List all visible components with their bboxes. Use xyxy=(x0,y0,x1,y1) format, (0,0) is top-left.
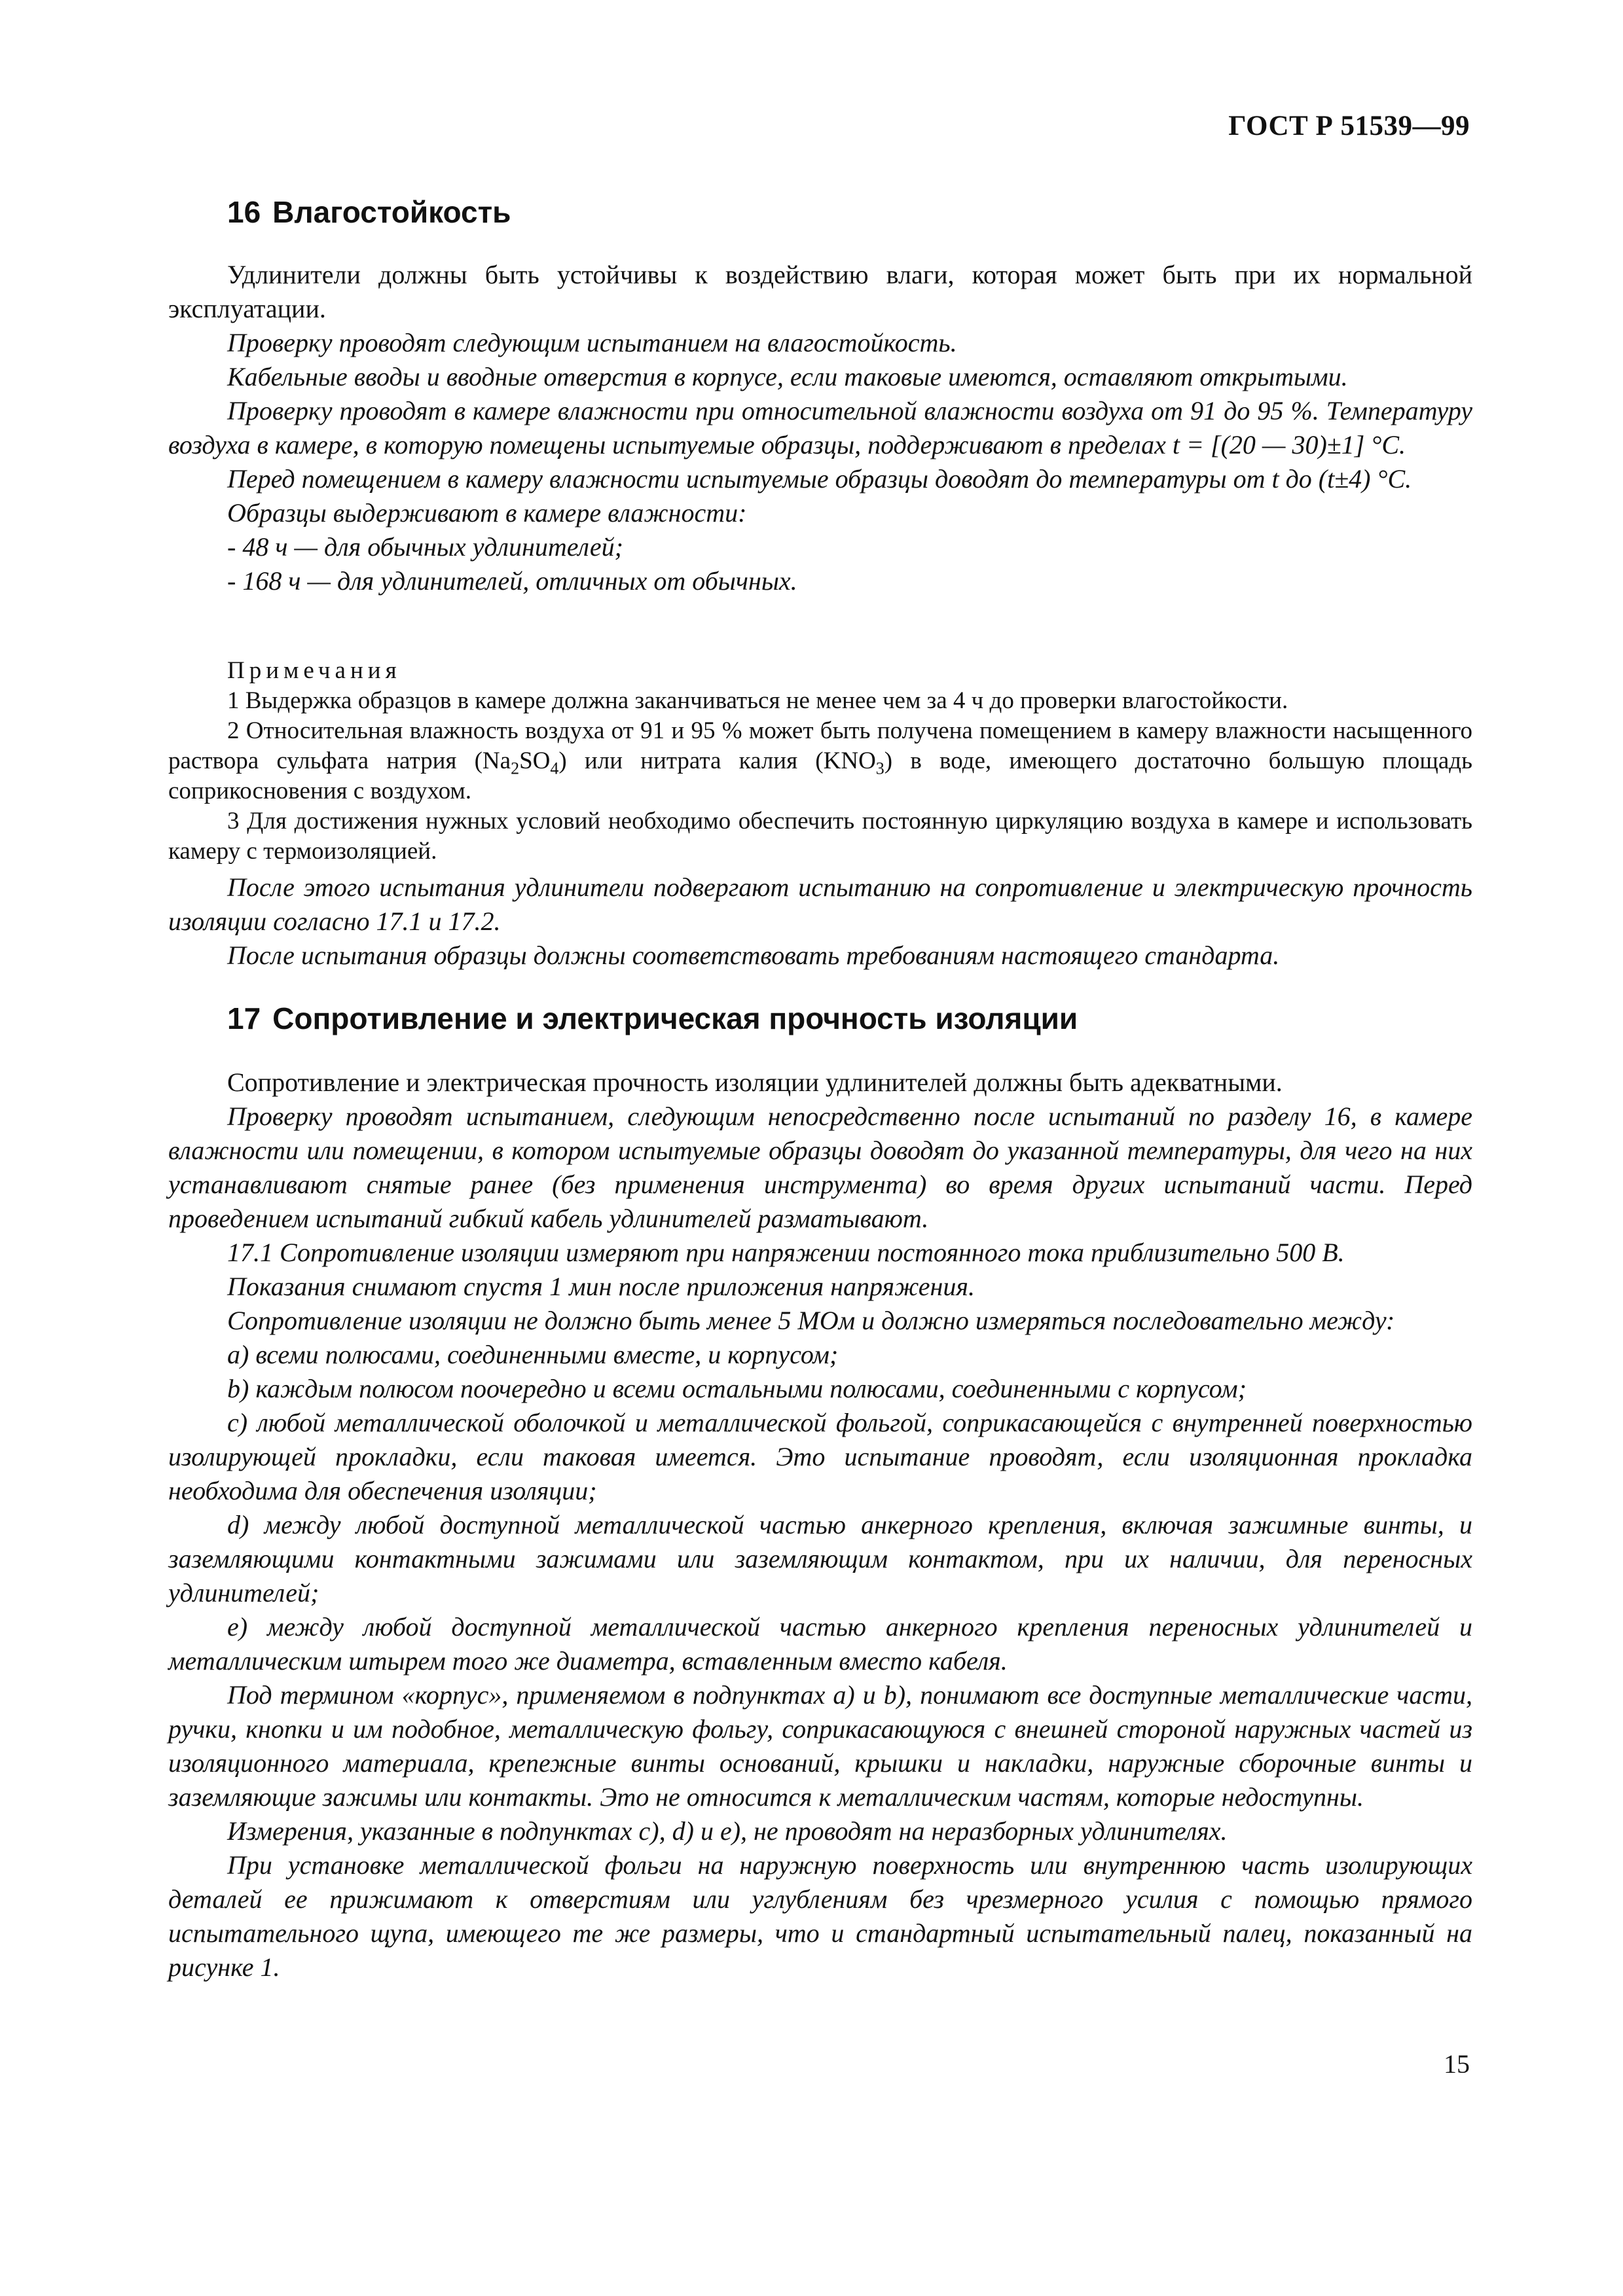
note-2: 2 Относительная влажность воздуха от 91 и 95 % может быть получена помещением в камеру влажности насыщенного раствора сульфата натрия $(Na_2SO_4)$ или нитрата калия $(KNO_3)$ в воде, имеющего достаточно большую площадь соприкосновения с воздухом. xyxy=(168,717,1473,804)
list-item: b) каждым полюсом поочередно и всеми остальными полюсами, соединенными с корпусом; xyxy=(227,1374,1247,1403)
paragraph: Удлинители должны быть устойчивы к воздействию влаги, которая может быть при их нормальной эксплуатации. xyxy=(168,260,1472,323)
list-item: - 48 ч — для обычных удлинителей; xyxy=(227,532,623,562)
note-3: 3 Для достижения нужных условий необходимо обеспечить постоянную циркуляцию воздуха в камере и использовать камеру с термоизоляцией. xyxy=(168,808,1472,865)
page-number: 15 xyxy=(1444,2049,1470,2079)
notes-block xyxy=(168,656,1472,867)
list-item: a) всеми полюсами, соединенными вместе, и корпусом; xyxy=(227,1340,839,1369)
paragraph: Измерения, указанные в подпунктах c), d) и e), не проводят на неразборных удлинителях. xyxy=(227,1816,1228,1846)
list-item: e) между любой доступной металлической частью анкерного крепления переносных удлинителей и металлическим штырем того же диаметра, вставленным вместо кабеля. xyxy=(168,1612,1472,1676)
paragraph: Показания снимают спустя 1 мин после приложения напряжения. xyxy=(227,1272,975,1301)
paragraph: Проверку проводят испытанием, следующим непосредственно после испытаний по разделу 16, в камере влажности или помещении, в котором испытуемые образцы доводят до указанной температуры, для чего на них устанавливают снятые ранее (без применения инструмента) во время других испытаний части. Перед проведением испытаний гибкий кабель удлинителей разматывают. xyxy=(168,1102,1472,1233)
section-17-body xyxy=(168,1066,1472,1984)
paragraph: При установке металлической фольги на наружную поверхность или внутреннюю часть изолирующих деталей ее прижимают к отверстиям или углублениям без чрезмерного усилия с помощью прямого испытательного щупа, имеющего те же размеры, что и стандартный испытательный палец, показанный на рисунке 1. xyxy=(168,1850,1472,1982)
section-16-heading xyxy=(227,194,511,230)
document-id-header: ГОСТ Р 51539—99 xyxy=(1228,111,1470,141)
paragraph: Под термином «корпус», применяемом в подпунктах a) и b), понимают все доступные металлические части, ручки, кнопки и им подобное, металлическую фольгу, соприкасающуюся с внешней стороной наружных частей из изоляционного материала, крепежные винты оснований, крышки и накладки, наружные сборочные винты и заземляющие зажимы или контакты. Это не относится к металлическим частям, которые недоступны. xyxy=(168,1680,1472,1812)
note-1: 1 Выдержка образцов в камере должна заканчиваться не менее чем за 4 ч до проверки влагостойкости. xyxy=(227,687,1288,714)
paragraph: После этого испытания удлинители подвергают испытанию на сопротивление и электрическую прочность изоляции согласно 17.1 и 17.2. xyxy=(168,872,1472,936)
paragraph: Кабельные вводы и вводные отверстия в корпусе, если таковые имеются, оставляют открытыми. xyxy=(227,362,1348,391)
section-17-title: Сопротивление и электрическая прочность изоляции xyxy=(272,1001,1078,1035)
paragraph: 17.1 Сопротивление изоляции измеряют при напряжении постоянного тока приблизительно 500 В. xyxy=(227,1238,1345,1267)
list-item: c) любой металлической оболочкой и металлической фольгой, соприкасающейся с внутренней поверхностью изолирующей прокладки, если таковая имеется. Это испытание проводят, если изоляционная прокладка необходима для обеспечения изоляции; xyxy=(168,1408,1472,1505)
section-17-number: 17 xyxy=(227,1001,261,1035)
section-17-heading xyxy=(227,1000,1078,1037)
paragraph: Проверку проводят следующим испытанием на влагостойкость. xyxy=(227,328,957,357)
paragraph: Сопротивление изоляции не должно быть менее 5 МОм и должно измеряться последовательно между: xyxy=(227,1306,1395,1335)
paragraph: Перед помещением в камеру влажности испытуемые образцы доводят до температуры от t до (t±4) °C. xyxy=(227,464,1412,493)
section-16-number: 16 xyxy=(227,195,261,229)
section-16-closing xyxy=(168,870,1472,973)
list-item: - 168 ч — для удлинителей, отличных от обычных. xyxy=(227,566,797,596)
section-16-body xyxy=(168,258,1472,598)
notes-heading: Примечания xyxy=(227,657,401,684)
paragraph: После испытания образцы должны соответствовать требованиям настоящего стандарта. xyxy=(227,941,1280,970)
paragraph: Образцы выдерживают в камере влажности: xyxy=(227,498,747,528)
paragraph: Проверку проводят в камере влажности при относительной влажности воздуха от 91 до 95 %. Температуру воздуха в камере, в которую помещены испытуемые образцы, поддерживают в пределах t = [(20 — 30)±1] °C. xyxy=(168,396,1472,459)
paragraph: Сопротивление и электрическая прочность изоляции удлинителей должны быть адекватными. xyxy=(227,1067,1283,1097)
section-16-title: Влагостойкость xyxy=(272,195,511,229)
list-item: d) между любой доступной металлической частью анкерного крепления, включая зажимные винты, и заземляющими контактными зажимами или заземляющим контактом, при их наличии, для переносных удлинителей; xyxy=(168,1510,1472,1607)
